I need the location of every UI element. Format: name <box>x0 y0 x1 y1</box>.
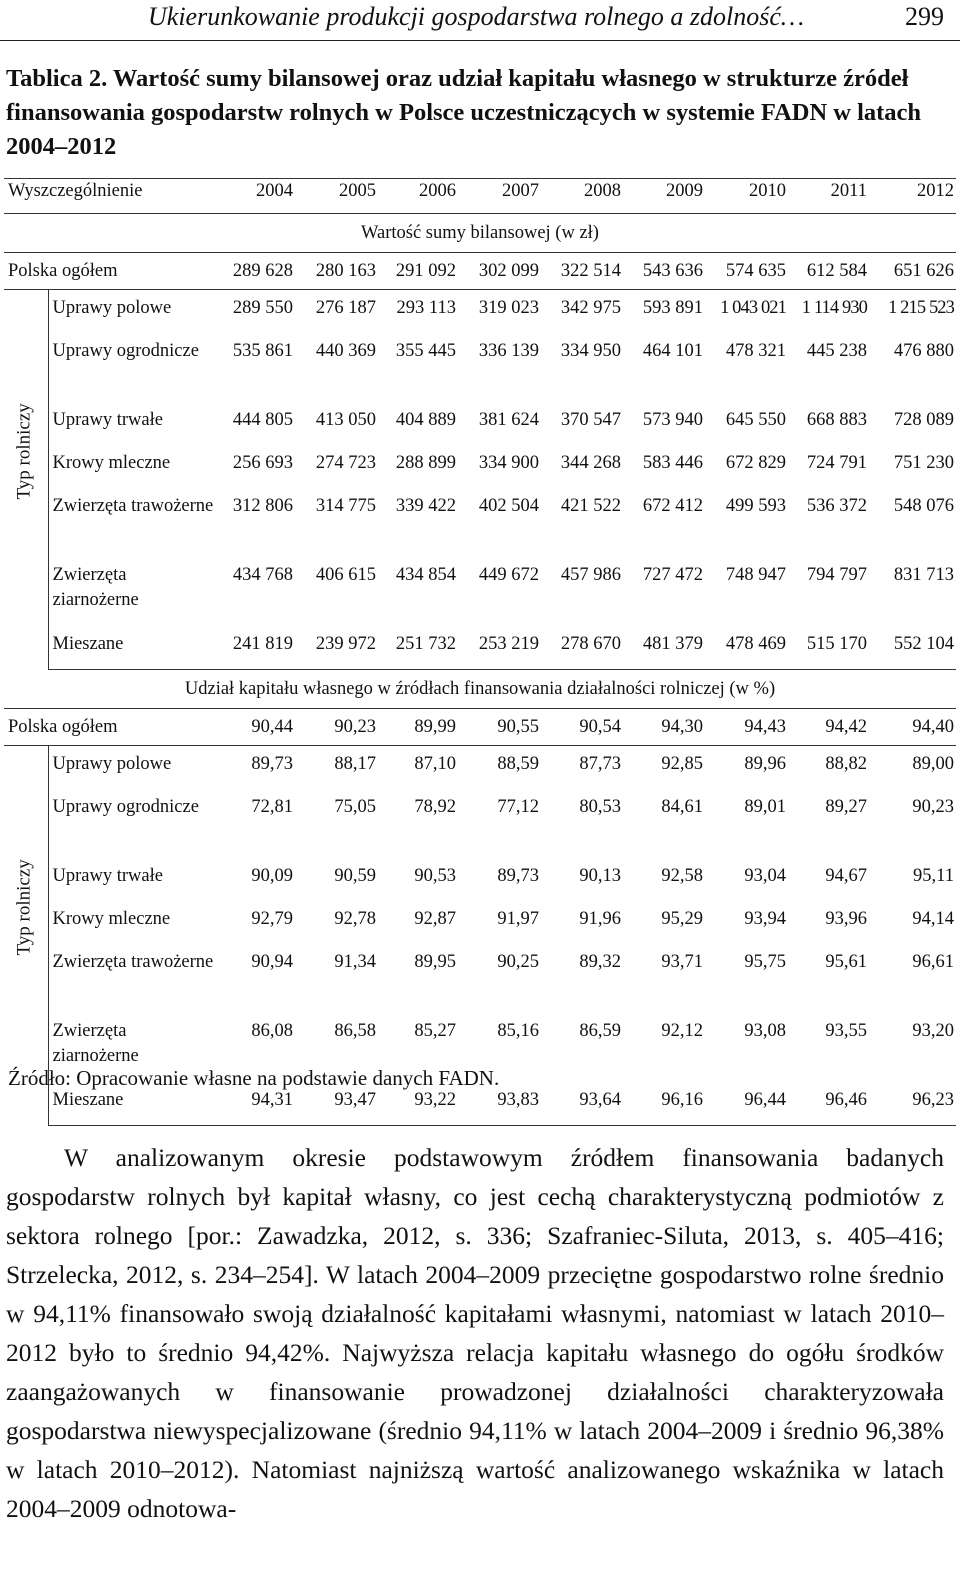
table-row-zwierzeta-ziarnozerne <box>4 557 956 626</box>
cell-sec2-krowy-mleczne-2011: 93,96 <box>825 909 867 929</box>
group-label-text: Typ rolniczy <box>13 859 35 956</box>
cell-sec1-uprawy-ogrodnicze-2012: 476 880 <box>893 341 954 361</box>
cell-sec2-zwierzeta-ziarnozerne-2011: 93,55 <box>825 1021 867 1041</box>
cell-sec1-zwierzeta-ziarnozerne-2008: 457 986 <box>560 565 621 585</box>
table-row-zwierzeta-trawozerne <box>4 944 956 1013</box>
cell-sec1-zwierzeta-trawozerne-2004: 312 806 <box>232 496 293 516</box>
cell-sec2-mieszane-2010: 96,44 <box>706 1082 789 1126</box>
cell-sec2-total-2004: 90,44 <box>216 709 296 746</box>
table-row-uprawy-ogrodnicze <box>4 333 956 402</box>
cell-sec2-zwierzeta-ziarnozerne-2010: 93,08 <box>744 1021 786 1041</box>
cell-sec2-uprawy-ogrodnicze-2007: 77,12 <box>497 797 539 817</box>
cell-sec1-uprawy-trwale-2004: 444 805 <box>232 410 293 430</box>
cell-sec2-mieszane-2006: 93,22 <box>379 1082 459 1126</box>
cell-sec1-mieszane-2004: 241 819 <box>216 626 296 670</box>
row-label: Krowy mleczne <box>52 453 171 473</box>
cell-sec2-uprawy-trwale-2005: 90,59 <box>334 866 376 886</box>
cell-sec2-zwierzeta-trawozerne-2005: 91,34 <box>334 952 376 972</box>
cell-sec2-uprawy-polowe-2006: 87,10 <box>414 754 456 774</box>
table-row-uprawy-trwale <box>4 858 956 901</box>
group-label-text: Typ rolniczy <box>13 403 35 500</box>
data-table <box>4 178 956 1126</box>
cell-sec1-total-2012: 651 626 <box>870 253 956 290</box>
cell-sec2-krowy-mleczne-2005: 92,78 <box>334 909 376 929</box>
cell-sec2-total-2006: 89,99 <box>379 709 459 746</box>
cell-sec1-uprawy-ogrodnicze-2009: 464 101 <box>642 341 703 361</box>
cell-sec1-krowy-mleczne-2006: 288 899 <box>395 453 456 473</box>
cell-sec1-zwierzeta-trawozerne-2006: 339 422 <box>395 496 456 516</box>
cell-sec1-total-2005: 280 163 <box>296 253 379 290</box>
group-label-typ-rolniczy <box>4 290 48 670</box>
header-label: Wyszczególnienie <box>4 179 216 214</box>
table-row-polska-ogolem <box>4 709 956 746</box>
cell-sec1-uprawy-polowe-2009: 593 891 <box>642 298 703 318</box>
cell-sec1-uprawy-polowe-2011: 1 114 930 <box>801 298 867 318</box>
cell-sec1-krowy-mleczne-2004: 256 693 <box>232 453 293 473</box>
table-row-polska-ogolem <box>4 253 956 290</box>
cell-sec1-uprawy-trwale-2009: 573 940 <box>642 410 703 430</box>
cell-sec1-uprawy-ogrodnicze-2008: 334 950 <box>560 341 621 361</box>
cell-sec1-uprawy-trwale-2012: 728 089 <box>893 410 954 430</box>
section-title-row <box>4 670 956 709</box>
cell-sec1-zwierzeta-ziarnozerne-2006: 434 854 <box>395 565 456 585</box>
cell-sec2-zwierzeta-trawozerne-2009: 93,71 <box>661 952 703 972</box>
cell-sec2-zwierzeta-trawozerne-2010: 95,75 <box>744 952 786 972</box>
year-header-2010: 2010 <box>706 179 789 214</box>
cell-sec1-krowy-mleczne-2012: 751 230 <box>893 453 954 473</box>
cell-sec2-mieszane-2011: 96,46 <box>789 1082 870 1126</box>
cell-sec1-zwierzeta-trawozerne-2008: 421 522 <box>560 496 621 516</box>
row-label: Uprawy polowe <box>52 298 172 318</box>
cell-sec2-uprawy-trwale-2007: 89,73 <box>497 866 539 886</box>
cell-sec1-krowy-mleczne-2011: 724 791 <box>806 453 867 473</box>
cell-sec2-uprawy-ogrodnicze-2004: 72,81 <box>251 797 293 817</box>
cell-sec2-uprawy-polowe-2004: 89,73 <box>251 754 293 774</box>
cell-sec2-zwierzeta-ziarnozerne-2004: 86,08 <box>251 1021 293 1041</box>
cell-sec2-total-2007: 90,55 <box>459 709 542 746</box>
cell-sec1-zwierzeta-trawozerne-2009: 672 412 <box>642 496 703 516</box>
cell-sec2-uprawy-ogrodnicze-2006: 78,92 <box>414 797 456 817</box>
cell-sec2-zwierzeta-ziarnozerne-2009: 92,12 <box>661 1021 703 1041</box>
year-header-2011: 2011 <box>789 179 870 214</box>
cell-sec2-uprawy-polowe-2010: 89,96 <box>744 754 786 774</box>
cell-sec1-krowy-mleczne-2005: 274 723 <box>315 453 376 473</box>
cell-sec1-uprawy-trwale-2006: 404 889 <box>395 410 456 430</box>
cell-sec2-mieszane-2004: 94,31 <box>216 1082 296 1126</box>
cell-sec1-uprawy-ogrodnicze-2006: 355 445 <box>395 341 456 361</box>
cell-sec1-mieszane-2011: 515 170 <box>789 626 870 670</box>
cell-sec1-uprawy-polowe-2006: 293 113 <box>396 298 456 318</box>
cell-sec2-zwierzeta-trawozerne-2006: 89,95 <box>414 952 456 972</box>
table-row-krowy-mleczne <box>4 445 956 488</box>
body-paragraph: W analizowanym okresie podstawowym źródłem finansowania badanych gospodarstw rolnych był kapitał własny, co jest cechą charakterystyczną podmiotów z sektora rolnego [por.: Zawadzka, 2012, s. 336; Szafraniec-Siluta, 2013, s. 405–416; Strzelecka, 2012, s. 234–254]. W latach 2004–2009 przeciętne gospodarstwo rolne średnio w 94,11% finansowało swoją działalność kapitałami własnymi, natomiast w latach 2010–2012 było to średnio 94,42%. Najwyższa relacja kapitału własnego do ogółu środków zaangażowanych w finansowanie prowadzonej działalności charakteryzowała gospodarstwa niewyspecjalizowane (średnio 94,11% w latach 2004–2009 i średnio 96,38% w latach 2010–2012). Natomiast najniższą wartość analizowanego wskaźnika w latach 2004–2009 odnotowa- <box>6 1143 944 1523</box>
table-row-mieszane <box>4 626 956 670</box>
cell-sec2-uprawy-ogrodnicze-2012: 90,23 <box>912 797 954 817</box>
row-label: Uprawy trwałe <box>52 410 163 430</box>
cell-sec1-mieszane-2010: 478 469 <box>706 626 789 670</box>
cell-sec2-zwierzeta-trawozerne-2012: 96,61 <box>912 952 954 972</box>
cell-sec2-mieszane-2007: 93,83 <box>459 1082 542 1126</box>
cell-sec2-krowy-mleczne-2007: 91,97 <box>497 909 539 929</box>
table-caption: Tablica 2. Wartość sumy bilansowej oraz udział kapitału własnego w strukturze źródeł finansowania gospodarstw rolnych w Polsce uczestniczących w systemie FADN w latach 2004–2012 <box>6 65 922 160</box>
year-header-2009: 2009 <box>624 179 706 214</box>
cell-sec1-zwierzeta-trawozerne-2011: 536 372 <box>806 496 867 516</box>
cell-sec2-total-2011: 94,42 <box>789 709 870 746</box>
cell-sec1-krowy-mleczne-2009: 583 446 <box>642 453 703 473</box>
cell-sec1-uprawy-polowe-2007: 319 023 <box>478 298 539 318</box>
cell-sec2-mieszane-2009: 96,16 <box>624 1082 706 1126</box>
cell-sec1-zwierzeta-trawozerne-2005: 314 775 <box>315 496 376 516</box>
cell-sec2-zwierzeta-ziarnozerne-2012: 93,20 <box>912 1021 954 1041</box>
cell-sec1-uprawy-polowe-2008: 342 975 <box>560 298 621 318</box>
cell-sec2-krowy-mleczne-2006: 92,87 <box>414 909 456 929</box>
row-label: Uprawy ogrodnicze <box>52 341 199 361</box>
cell-sec2-krowy-mleczne-2008: 91,96 <box>579 909 621 929</box>
cell-sec2-uprawy-trwale-2008: 90,13 <box>579 866 621 886</box>
cell-sec1-total-2009: 543 636 <box>624 253 706 290</box>
year-header-2012: 2012 <box>870 179 956 214</box>
source-note: Źródło: Opracowanie własne na podstawie danych FADN. <box>8 1066 500 1090</box>
cell-sec1-uprawy-trwale-2007: 381 624 <box>478 410 539 430</box>
cell-sec2-krowy-mleczne-2004: 92,79 <box>251 909 293 929</box>
cell-sec1-uprawy-ogrodnicze-2005: 440 369 <box>315 341 376 361</box>
cell-sec1-uprawy-polowe-2004: 289 550 <box>232 298 293 318</box>
cell-sec1-uprawy-ogrodnicze-2007: 336 139 <box>478 341 539 361</box>
cell-sec2-krowy-mleczne-2010: 93,94 <box>744 909 786 929</box>
cell-sec1-mieszane-2012: 552 104 <box>870 626 956 670</box>
row-label: Mieszane <box>48 626 216 670</box>
year-header-2004: 2004 <box>216 179 296 214</box>
header-row <box>4 179 956 214</box>
year-header-2007: 2007 <box>459 179 542 214</box>
cell-sec1-zwierzeta-trawozerne-2010: 499 593 <box>725 496 786 516</box>
cell-sec2-zwierzeta-ziarnozerne-2008: 86,59 <box>579 1021 621 1041</box>
cell-sec2-zwierzeta-ziarnozerne-2005: 86,58 <box>334 1021 376 1041</box>
cell-sec1-krowy-mleczne-2010: 672 829 <box>725 453 786 473</box>
cell-sec1-total-2011: 612 584 <box>789 253 870 290</box>
cell-sec1-uprawy-ogrodnicze-2011: 445 238 <box>806 341 867 361</box>
table-row-uprawy-trwale <box>4 402 956 445</box>
cell-sec2-uprawy-ogrodnicze-2011: 89,27 <box>825 797 867 817</box>
cell-sec2-zwierzeta-ziarnozerne-2006: 85,27 <box>414 1021 456 1041</box>
cell-sec2-uprawy-ogrodnicze-2008: 80,53 <box>579 797 621 817</box>
cell-sec2-uprawy-trwale-2012: 95,11 <box>913 866 954 886</box>
cell-sec2-uprawy-ogrodnicze-2009: 84,61 <box>661 797 703 817</box>
section-title: Wartość sumy bilansowej (w zł) <box>4 214 956 253</box>
table-row-uprawy-polowe <box>4 746 956 790</box>
cell-sec1-uprawy-polowe-2010: 1 043 021 <box>720 298 786 318</box>
row-label: Uprawy ogrodnicze <box>52 797 199 817</box>
cell-sec1-krowy-mleczne-2007: 334 900 <box>478 453 539 473</box>
cell-sec1-mieszane-2007: 253 219 <box>459 626 542 670</box>
cell-sec2-uprawy-polowe-2012: 89,00 <box>912 754 954 774</box>
cell-sec2-uprawy-polowe-2005: 88,17 <box>334 754 376 774</box>
cell-sec2-uprawy-trwale-2009: 92,58 <box>661 866 703 886</box>
cell-sec2-uprawy-ogrodnicze-2005: 75,05 <box>334 797 376 817</box>
cell-sec1-zwierzeta-ziarnozerne-2009: 727 472 <box>642 565 703 585</box>
cell-sec1-uprawy-ogrodnicze-2010: 478 321 <box>725 341 786 361</box>
cell-sec1-zwierzeta-ziarnozerne-2005: 406 615 <box>315 565 376 585</box>
year-header-2005: 2005 <box>296 179 379 214</box>
row-label: Zwierzęta trawożerne <box>52 952 214 972</box>
cell-sec2-zwierzeta-trawozerne-2004: 90,94 <box>251 952 293 972</box>
cell-sec2-krowy-mleczne-2009: 95,29 <box>661 909 703 929</box>
cell-sec2-uprawy-ogrodnicze-2010: 89,01 <box>744 797 786 817</box>
cell-sec1-uprawy-ogrodnicze-2004: 535 861 <box>232 341 293 361</box>
section-title-row <box>4 214 956 253</box>
cell-sec2-zwierzeta-trawozerne-2007: 90,25 <box>497 952 539 972</box>
cell-sec1-uprawy-trwale-2011: 668 883 <box>806 410 867 430</box>
cell-sec2-total-2010: 94,43 <box>706 709 789 746</box>
row-label: Uprawy trwałe <box>52 866 163 886</box>
cell-sec1-uprawy-trwale-2008: 370 547 <box>560 410 621 430</box>
table-row-zwierzeta-trawozerne <box>4 488 956 557</box>
cell-sec1-total-2010: 574 635 <box>706 253 789 290</box>
row-label: Mieszane <box>48 1082 216 1126</box>
row-label: Polska ogółem <box>4 709 216 746</box>
running-head <box>0 0 960 41</box>
cell-sec1-zwierzeta-ziarnozerne-2010: 748 947 <box>725 565 786 585</box>
table-row-krowy-mleczne <box>4 901 956 944</box>
cell-sec1-zwierzeta-ziarnozerne-2007: 449 672 <box>478 565 539 585</box>
cell-sec2-mieszane-2008: 93,64 <box>542 1082 624 1126</box>
cell-sec1-mieszane-2008: 278 670 <box>542 626 624 670</box>
cell-sec1-zwierzeta-ziarnozerne-2012: 831 713 <box>893 565 954 585</box>
cell-sec2-mieszane-2012: 96,23 <box>870 1082 956 1126</box>
cell-sec1-zwierzeta-trawozerne-2007: 402 504 <box>478 496 539 516</box>
cell-sec1-mieszane-2006: 251 732 <box>379 626 459 670</box>
cell-sec1-mieszane-2005: 239 972 <box>296 626 379 670</box>
table-row-uprawy-ogrodnicze <box>4 789 956 858</box>
cell-sec2-uprawy-trwale-2010: 93,04 <box>744 866 786 886</box>
cell-sec2-uprawy-polowe-2008: 87,73 <box>579 754 621 774</box>
cell-sec2-uprawy-polowe-2007: 88,59 <box>497 754 539 774</box>
cell-sec1-uprawy-polowe-2012: 1 215 523 <box>888 298 954 318</box>
cell-sec2-total-2012: 94,40 <box>870 709 956 746</box>
running-head-title: Ukierunkowanie produkcji gospodarstwa rolnego a zdolność… <box>148 2 804 31</box>
row-label: Uprawy polowe <box>52 754 172 774</box>
cell-sec2-zwierzeta-ziarnozerne-2007: 85,16 <box>497 1021 539 1041</box>
cell-sec1-zwierzeta-trawozerne-2012: 548 076 <box>893 496 954 516</box>
cell-sec2-krowy-mleczne-2012: 94,14 <box>912 909 954 929</box>
row-label: Zwierzęta trawożerne <box>52 496 214 516</box>
cell-sec2-uprawy-polowe-2009: 92,85 <box>661 754 703 774</box>
cell-sec2-total-2008: 90,54 <box>542 709 624 746</box>
cell-sec1-zwierzeta-ziarnozerne-2011: 794 797 <box>806 565 867 585</box>
cell-sec2-mieszane-2005: 93,47 <box>296 1082 379 1126</box>
year-header-2006: 2006 <box>379 179 459 214</box>
cell-sec2-total-2005: 90,23 <box>296 709 379 746</box>
cell-sec2-total-2009: 94,30 <box>624 709 706 746</box>
cell-sec1-total-2007: 302 099 <box>459 253 542 290</box>
row-label: Zwierzęta ziarnożerne <box>52 1021 139 1066</box>
cell-sec1-uprawy-trwale-2010: 645 550 <box>725 410 786 430</box>
cell-sec2-uprawy-trwale-2011: 94,67 <box>825 866 867 886</box>
cell-sec1-total-2004: 289 628 <box>216 253 296 290</box>
row-label: Krowy mleczne <box>52 909 171 929</box>
cell-sec1-mieszane-2009: 481 379 <box>624 626 706 670</box>
page-number: 299 <box>905 2 944 31</box>
cell-sec1-zwierzeta-ziarnozerne-2004: 434 768 <box>232 565 293 585</box>
row-label: Zwierzęta ziarnożerne <box>52 565 139 610</box>
cell-sec2-uprawy-trwale-2006: 90,53 <box>414 866 456 886</box>
cell-sec1-krowy-mleczne-2008: 344 268 <box>560 453 621 473</box>
cell-sec1-uprawy-polowe-2005: 276 187 <box>315 298 376 318</box>
year-header-2008: 2008 <box>542 179 624 214</box>
table-row-uprawy-polowe <box>4 290 956 334</box>
cell-sec1-total-2008: 322 514 <box>542 253 624 290</box>
cell-sec1-total-2006: 291 092 <box>379 253 459 290</box>
section-title: Udział kapitału własnego w źródłach finansowania działalności rolniczej (w %) <box>4 670 956 709</box>
cell-sec2-zwierzeta-trawozerne-2008: 89,32 <box>579 952 621 972</box>
row-label: Polska ogółem <box>4 253 216 290</box>
cell-sec2-zwierzeta-trawozerne-2011: 95,61 <box>825 952 867 972</box>
cell-sec1-uprawy-trwale-2005: 413 050 <box>315 410 376 430</box>
cell-sec2-uprawy-polowe-2011: 88,82 <box>825 754 867 774</box>
cell-sec2-uprawy-trwale-2004: 90,09 <box>251 866 293 886</box>
